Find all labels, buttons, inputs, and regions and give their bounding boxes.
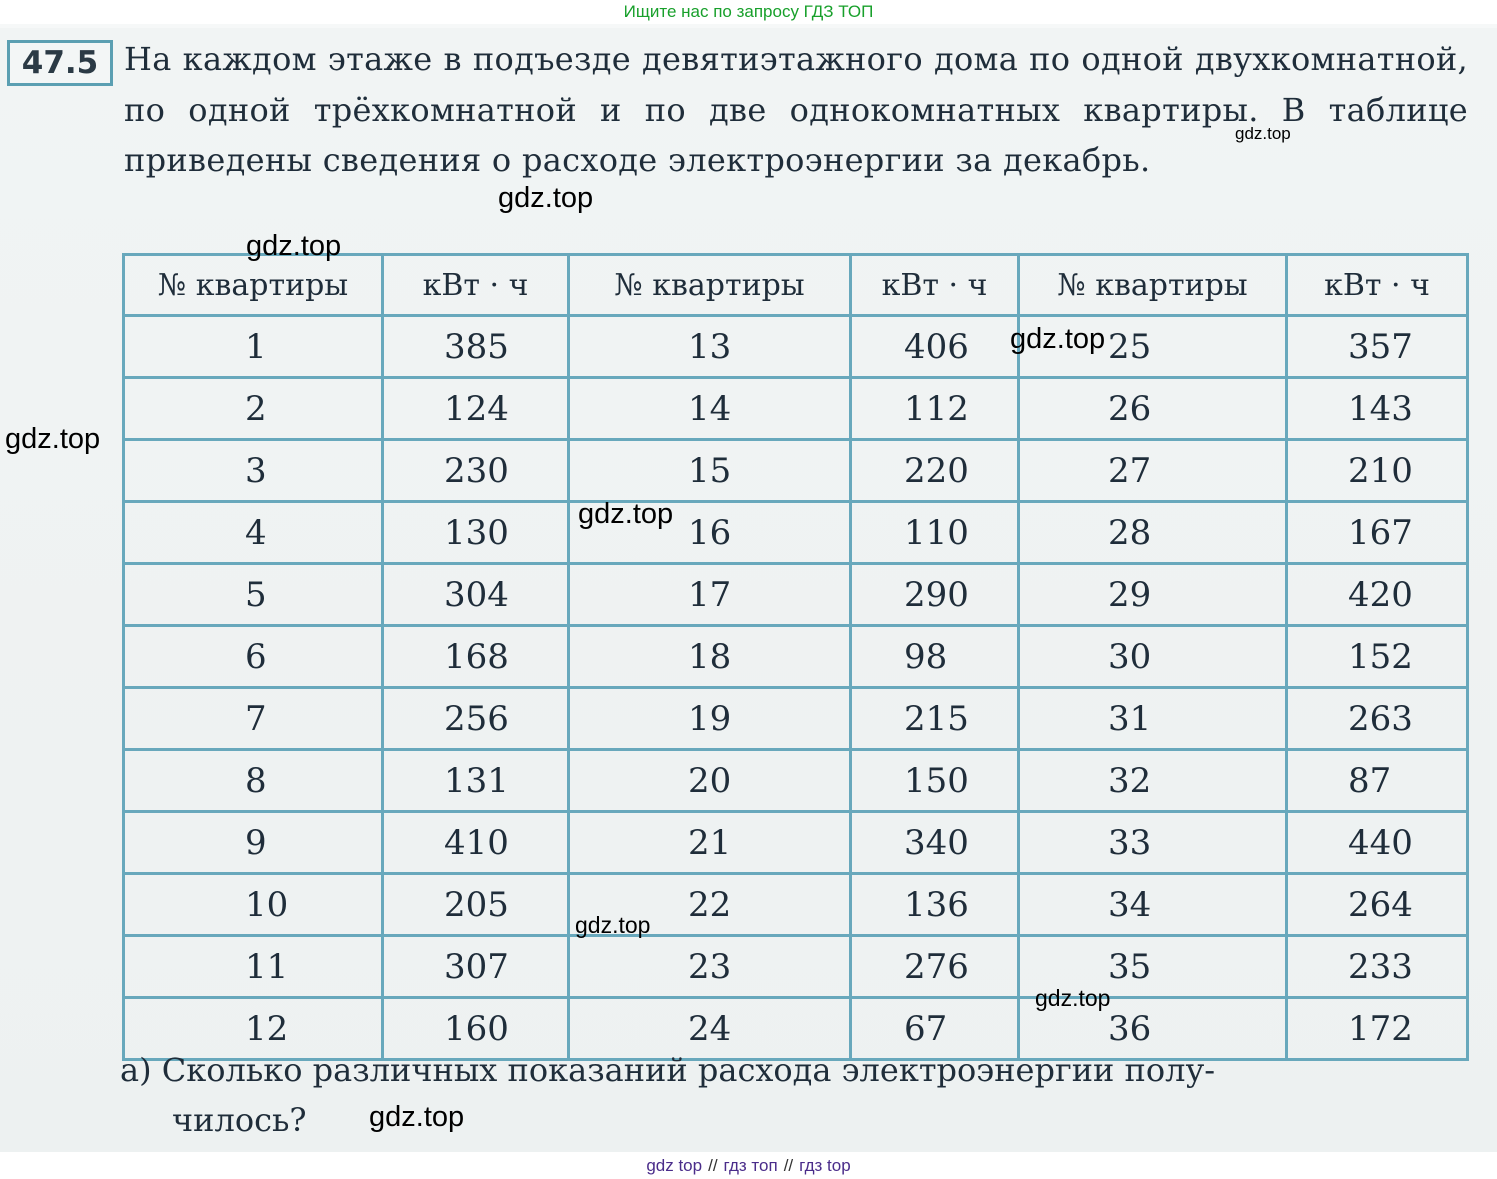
cell-apartment: 3 [124, 440, 383, 502]
watermark: gdz.top [578, 498, 674, 530]
cell-apartment: 2 [124, 378, 383, 440]
cell-apartment: 33 [1019, 812, 1287, 874]
cell-apartment: 16 [569, 502, 851, 564]
watermark: gdz.top [1235, 124, 1291, 143]
cell-apartment: 23 [569, 936, 851, 998]
cell-apartment: 11 [124, 936, 383, 998]
problem-number: 47.5 [7, 40, 113, 86]
cell-apartment: 32 [1019, 750, 1287, 812]
cell-kwh: 152 [1287, 626, 1468, 688]
cell-apartment: 21 [569, 812, 851, 874]
question-a [120, 1045, 1468, 1145]
cell-apartment: 10 [124, 874, 383, 936]
header-apartment-2: № квартиры [569, 255, 851, 316]
cell-apartment: 30 [1019, 626, 1287, 688]
question-a-line-2: чилось? [172, 1101, 307, 1139]
header-apartment-3: № квартиры [1019, 255, 1287, 316]
bottom-link-2[interactable]: гдз топ [723, 1156, 778, 1175]
watermark: gdz.top [1010, 323, 1106, 355]
separator: // [708, 1156, 718, 1175]
cell-kwh: 230 [383, 440, 569, 502]
table-row [124, 936, 1468, 998]
cell-apartment: 13 [569, 316, 851, 378]
cell-apartment: 29 [1019, 564, 1287, 626]
table-row [124, 440, 1468, 502]
cell-kwh: 143 [1287, 378, 1468, 440]
cell-kwh: 136 [851, 874, 1019, 936]
question-a-line-1: а) Сколько различных показаний расхода электроэнергии полу- [120, 1051, 1216, 1089]
cell-apartment: 15 [569, 440, 851, 502]
cell-kwh: 290 [851, 564, 1019, 626]
cell-apartment: 34 [1019, 874, 1287, 936]
cell-kwh: 130 [383, 502, 569, 564]
cell-kwh: 87 [1287, 750, 1468, 812]
cell-kwh: 110 [851, 502, 1019, 564]
watermark: gdz.top [246, 230, 342, 262]
cell-kwh: 304 [383, 564, 569, 626]
cell-kwh: 168 [383, 626, 569, 688]
bottom-link-3[interactable]: гдз top [799, 1156, 851, 1175]
cell-kwh: 406 [851, 316, 1019, 378]
cell-kwh: 150 [851, 750, 1019, 812]
table-row [124, 316, 1468, 378]
table-row [124, 626, 1468, 688]
cell-kwh: 220 [851, 440, 1019, 502]
separator: // [783, 1156, 794, 1175]
cell-apartment: 12 [124, 998, 383, 1060]
cell-apartment: 28 [1019, 502, 1287, 564]
cell-kwh: 264 [1287, 874, 1468, 936]
cell-apartment: 22 [569, 874, 851, 936]
header-kwh-1: кВт · ч [383, 255, 569, 316]
cell-kwh: 172 [1287, 998, 1468, 1060]
cell-apartment: 8 [124, 750, 383, 812]
cell-apartment: 25 [1019, 316, 1287, 378]
cell-apartment: 1 [124, 316, 383, 378]
cell-kwh: 131 [383, 750, 569, 812]
cell-apartment: 18 [569, 626, 851, 688]
cell-kwh: 307 [383, 936, 569, 998]
header-kwh-2: кВт · ч [851, 255, 1019, 316]
cell-kwh: 256 [383, 688, 569, 750]
cell-apartment: 31 [1019, 688, 1287, 750]
cell-kwh: 340 [851, 812, 1019, 874]
cell-apartment: 24 [569, 998, 851, 1060]
cell-apartment: 6 [124, 626, 383, 688]
cell-kwh: 357 [1287, 316, 1468, 378]
cell-kwh: 167 [1287, 502, 1468, 564]
cell-apartment: 17 [569, 564, 851, 626]
cell-kwh: 124 [383, 378, 569, 440]
cell-apartment: 20 [569, 750, 851, 812]
cell-kwh: 160 [383, 998, 569, 1060]
header-kwh-3: кВт · ч [1287, 255, 1468, 316]
cell-kwh: 276 [851, 936, 1019, 998]
cell-apartment: 5 [124, 564, 383, 626]
table-row [124, 502, 1468, 564]
header-apartment-1: № квартиры [124, 255, 383, 316]
table-row [124, 564, 1468, 626]
table-row [124, 812, 1468, 874]
watermark: gdz.top [498, 182, 594, 214]
cell-apartment: 9 [124, 812, 383, 874]
cell-kwh: 205 [383, 874, 569, 936]
consumption-table [122, 253, 1469, 1061]
cell-apartment: 27 [1019, 440, 1287, 502]
cell-kwh: 215 [851, 688, 1019, 750]
top-banner[interactable]: Ищите нас по запросу ГДЗ ТОП [0, 0, 1497, 24]
cell-kwh: 233 [1287, 936, 1468, 998]
table-row [124, 378, 1468, 440]
cell-apartment: 36 [1019, 998, 1287, 1060]
table-row [124, 688, 1468, 750]
cell-kwh: 112 [851, 378, 1019, 440]
watermark: gdz.top [1035, 985, 1111, 1011]
cell-apartment: 35 [1019, 936, 1287, 998]
cell-kwh: 440 [1287, 812, 1468, 874]
cell-kwh: 210 [1287, 440, 1468, 502]
problem-text: На каждом этаже в подъезде девятиэтажного дома по одной двухкомнатной, по одной трёхкомнатной и по две однокомнатных квартиры. В таблице приведены сведения о расходе электроэнергии за декабрь. [124, 40, 1468, 179]
cell-kwh: 67 [851, 998, 1019, 1060]
cell-apartment: 26 [1019, 378, 1287, 440]
watermark: gdz.top [5, 423, 101, 455]
table-header-row [124, 255, 1468, 316]
cell-kwh: 410 [383, 812, 569, 874]
cell-apartment: 14 [569, 378, 851, 440]
watermark: gdz.top [369, 1101, 465, 1133]
cell-kwh: 98 [851, 626, 1019, 688]
bottom-link-1[interactable]: gdz top [646, 1156, 703, 1175]
cell-apartment: 7 [124, 688, 383, 750]
cell-kwh: 263 [1287, 688, 1468, 750]
cell-kwh: 385 [383, 316, 569, 378]
table-row [124, 750, 1468, 812]
cell-apartment: 4 [124, 502, 383, 564]
bottom-banner[interactable] [0, 1152, 1497, 1179]
cell-apartment: 19 [569, 688, 851, 750]
watermark: gdz.top [575, 912, 651, 938]
cell-kwh: 420 [1287, 564, 1468, 626]
table-row [124, 874, 1468, 936]
